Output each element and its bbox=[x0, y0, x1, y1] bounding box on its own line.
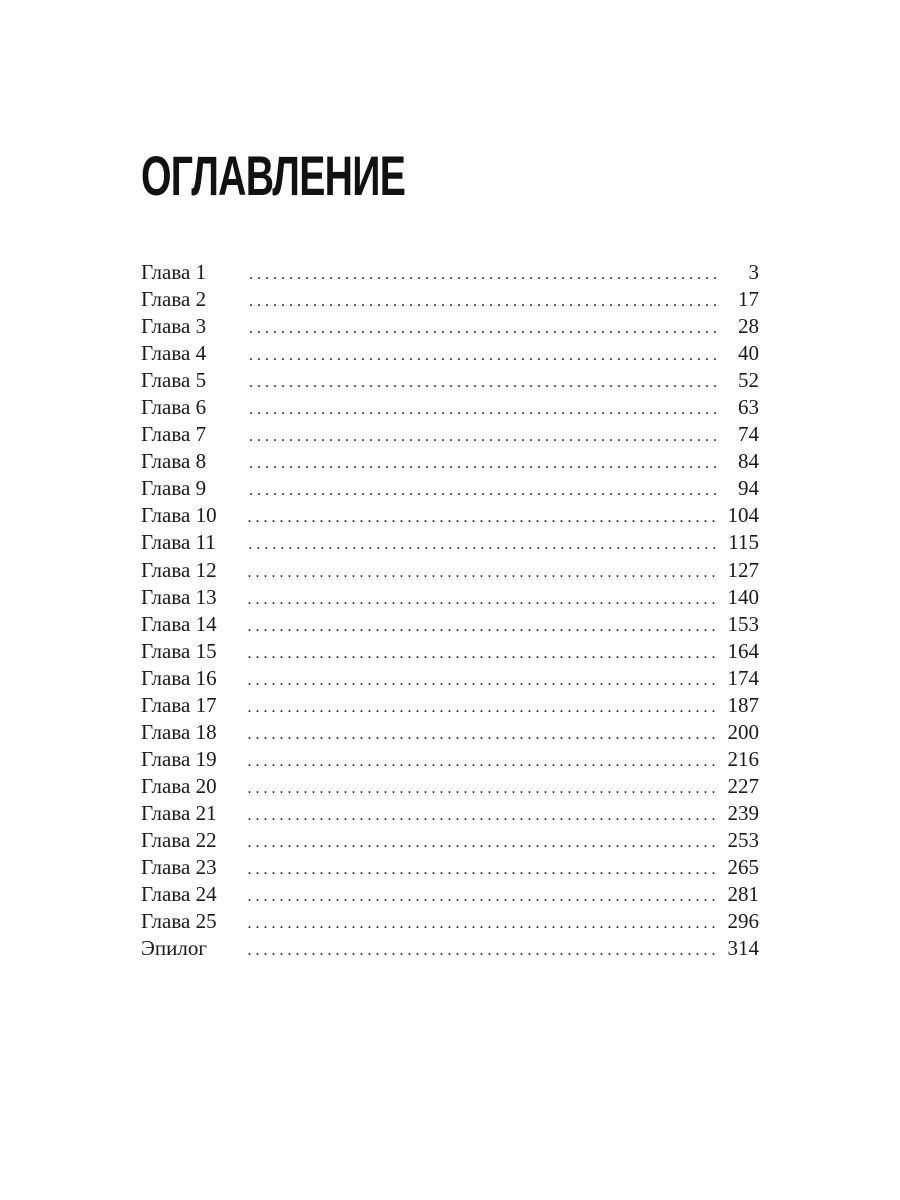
toc-entry-label: Глава 19 bbox=[141, 746, 217, 771]
toc-entry-page-number: 127 bbox=[727, 557, 759, 582]
toc-entry-page-number: 104 bbox=[727, 503, 759, 528]
dot-leader: . . . . . . . . . . . . . . . . . . . . . . . . . . . . . . . . . . . . . . . . . . . . . . . . . . . . . . . . . . . bbox=[247, 833, 716, 851]
toc-entry bbox=[141, 827, 759, 854]
toc-entry-label: Глава 17 bbox=[141, 692, 217, 717]
toc-entry-page-number: 216 bbox=[727, 746, 759, 771]
toc-entry-page-number: 200 bbox=[727, 719, 759, 744]
dot-leader: . . . . . . . . . . . . . . . . . . . . . . . . . . . . . . . . . . . . . . . . . . . . . . . . . . . . . . . . . . . bbox=[249, 266, 717, 283]
toc-entry bbox=[141, 638, 759, 665]
toc-entry-label: Глава 18 bbox=[141, 719, 217, 744]
toc-entry-label: Глава 22 bbox=[141, 827, 217, 852]
dot-leader: . . . . . . . . . . . . . . . . . . . . . . . . . . . . . . . . . . . . . . . . . . . . . . . . . . . . . . . . . . . bbox=[247, 915, 716, 933]
toc-entry bbox=[141, 746, 759, 773]
dot-leader: . . . . . . . . . . . . . . . . . . . . . . . . . . . . . . . . . . . . . . . . . . . . . . . . . . . . . . . . . . . bbox=[247, 752, 716, 770]
toc-entry bbox=[141, 719, 759, 746]
dot-leader: . . . . . . . . . . . . . . . . . . . . . . . . . . . . . . . . . . . . . . . . . . . . . . . . . . . . . . . . . . . bbox=[247, 671, 716, 689]
dot-leader: . . . . . . . . . . . . . . . . . . . . . . . . . . . . . . . . . . . . . . . . . . . . . . . . . . . . . . . . . . . bbox=[249, 401, 717, 419]
toc-entry-page-number: 239 bbox=[727, 800, 759, 825]
toc-entry-page-number: 153 bbox=[727, 611, 759, 636]
toc-entry-label: Глава 11 bbox=[141, 530, 216, 555]
toc-entry bbox=[141, 854, 759, 881]
toc-entry-label: Глава 15 bbox=[141, 638, 217, 663]
toc-entry bbox=[141, 665, 759, 692]
toc-entry-page-number: 281 bbox=[727, 882, 759, 907]
dot-leader: . . . . . . . . . . . . . . . . . . . . . . . . . . . . . . . . . . . . . . . . . . . . . . . . . . . . . . . . . . . bbox=[247, 806, 716, 824]
toc-entry-label: Глава 1 bbox=[141, 260, 207, 284]
toc-entry bbox=[141, 448, 759, 475]
toc-entry-label: Глава 20 bbox=[141, 773, 217, 798]
toc-entry-page-number: 174 bbox=[727, 665, 759, 690]
toc-entry-label: Глава 5 bbox=[141, 368, 207, 393]
toc-entry-label: Глава 8 bbox=[141, 449, 207, 474]
toc-entry bbox=[141, 286, 759, 313]
toc-entry-label: Глава 9 bbox=[141, 476, 207, 501]
toc-entry bbox=[141, 584, 759, 611]
toc-entry-label: Глава 25 bbox=[141, 909, 217, 934]
toc-entry bbox=[141, 340, 759, 367]
dot-leader: . . . . . . . . . . . . . . . . . . . . . . . . . . . . . . . . . . . . . . . . . . . . . . . . . . . . . . . . . . . bbox=[247, 644, 716, 662]
toc-entry bbox=[141, 611, 759, 638]
toc-entry-label: Глава 4 bbox=[141, 341, 207, 366]
toc-entry bbox=[141, 908, 759, 935]
toc-entry-page-number: 52 bbox=[738, 368, 759, 393]
toc-entry bbox=[141, 259, 759, 286]
toc-entry bbox=[141, 800, 759, 827]
dot-leader: . . . . . . . . . . . . . . . . . . . . . . . . . . . . . . . . . . . . . . . . . . . . . . . . . . . . . . . . . . . bbox=[247, 779, 716, 797]
dot-leader: . . . . . . . . . . . . . . . . . . . . . . . . . . . . . . . . . . . . . . . . . . . . . . . . . . . . . . . . . . . bbox=[247, 617, 716, 635]
toc-entry-page-number: 253 bbox=[727, 827, 759, 852]
dot-leader: . . . . . . . . . . . . . . . . . . . . . . . . . . . . . . . . . . . . . . . . . . . . . . . . . . . . . . . . . . . bbox=[247, 942, 716, 960]
toc-entry bbox=[141, 557, 759, 584]
toc-entry bbox=[141, 394, 759, 421]
dot-leader: . . . . . . . . . . . . . . . . . . . . . . . . . . . . . . . . . . . . . . . . . . . . . . . . . . . . . . . . . . . bbox=[249, 293, 717, 311]
toc-entry-label: Эпилог bbox=[141, 936, 207, 961]
dot-leader: . . . . . . . . . . . . . . . . . . . . . . . . . . . . . . . . . . . . . . . . . . . . . . . . . . . . . . . . . . . bbox=[249, 347, 717, 365]
toc-entry-label: Глава 23 bbox=[141, 855, 217, 880]
dot-leader: . . . . . . . . . . . . . . . . . . . . . . . . . . . . . . . . . . . . . . . . . . . . . . . . . . . . . . . . . . . bbox=[249, 374, 717, 392]
toc-entry-page-number: 84 bbox=[738, 449, 759, 474]
toc-entry bbox=[141, 313, 759, 340]
toc-entry bbox=[141, 935, 759, 962]
toc-entry-page-number: 265 bbox=[727, 855, 759, 880]
dot-leader: . . . . . . . . . . . . . . . . . . . . . . . . . . . . . . . . . . . . . . . . . . . . . . . . . . . . . . . . . . . bbox=[247, 509, 716, 527]
dot-leader: . . . . . . . . . . . . . . . . . . . . . . . . . . . . . . . . . . . . . . . . . . . . . . . . . . . . . . . . . . . bbox=[248, 536, 717, 554]
toc-entry-label: Глава 14 bbox=[141, 611, 217, 636]
toc-entry-page-number: 28 bbox=[738, 314, 759, 339]
dot-leader: . . . . . . . . . . . . . . . . . . . . . . . . . . . . . . . . . . . . . . . . . . . . . . . . . . . . . . . . . . . bbox=[247, 725, 716, 743]
toc-entry-page-number: 17 bbox=[738, 287, 759, 312]
toc-entry-page-number: 3 bbox=[748, 260, 759, 284]
toc-entry bbox=[141, 881, 759, 908]
dot-leader: . . . . . . . . . . . . . . . . . . . . . . . . . . . . . . . . . . . . . . . . . . . . . . . . . . . . . . . . . . . bbox=[247, 888, 716, 906]
toc-entry-page-number: 63 bbox=[738, 395, 759, 420]
toc-entry bbox=[141, 692, 759, 719]
toc-entry-label: Глава 3 bbox=[141, 314, 207, 339]
toc-entry-label: Глава 21 bbox=[141, 800, 217, 825]
dot-leader: . . . . . . . . . . . . . . . . . . . . . . . . . . . . . . . . . . . . . . . . . . . . . . . . . . . . . . . . . . . bbox=[249, 455, 717, 473]
dot-leader: . . . . . . . . . . . . . . . . . . . . . . . . . . . . . . . . . . . . . . . . . . . . . . . . . . . . . . . . . . . bbox=[249, 428, 717, 446]
dot-leader: . . . . . . . . . . . . . . . . . . . . . . . . . . . . . . . . . . . . . . . . . . . . . . . . . . . . . . . . . . . bbox=[247, 698, 716, 716]
table-of-contents bbox=[141, 259, 759, 962]
toc-entry-page-number: 227 bbox=[727, 773, 759, 798]
toc-entry-page-number: 74 bbox=[738, 422, 759, 447]
toc-entry-label: Глава 7 bbox=[141, 422, 207, 447]
toc-entry bbox=[141, 529, 759, 556]
toc-entry-page-number: 187 bbox=[727, 692, 759, 717]
toc-entry bbox=[141, 475, 759, 502]
toc-entry-label: Глава 16 bbox=[141, 665, 217, 690]
dot-leader: . . . . . . . . . . . . . . . . . . . . . . . . . . . . . . . . . . . . . . . . . . . . . . . . . . . . . . . . . . . bbox=[247, 861, 716, 879]
toc-entry-page-number: 140 bbox=[727, 584, 759, 609]
toc-entry-label: Глава 13 bbox=[141, 584, 217, 609]
toc-entry-page-number: 164 bbox=[727, 638, 759, 663]
toc-entry-page-number: 296 bbox=[727, 909, 759, 934]
dot-leader: . . . . . . . . . . . . . . . . . . . . . . . . . . . . . . . . . . . . . . . . . . . . . . . . . . . . . . . . . . . bbox=[249, 320, 717, 338]
toc-entry-label: Глава 12 bbox=[141, 557, 217, 582]
dot-leader: . . . . . . . . . . . . . . . . . . . . . . . . . . . . . . . . . . . . . . . . . . . . . . . . . . . . . . . . . . . bbox=[247, 590, 716, 608]
toc-entry bbox=[141, 502, 759, 529]
toc-entry-page-number: 40 bbox=[738, 341, 759, 366]
dot-leader: . . . . . . . . . . . . . . . . . . . . . . . . . . . . . . . . . . . . . . . . . . . . . . . . . . . . . . . . . . . bbox=[247, 563, 716, 581]
toc-entry-page-number: 115 bbox=[728, 530, 759, 555]
page-title: ОГЛАВЛЕНИЕ bbox=[141, 144, 406, 207]
toc-entry-label: Глава 6 bbox=[141, 395, 207, 420]
toc-entry-label: Глава 2 bbox=[141, 287, 207, 312]
dot-leader: . . . . . . . . . . . . . . . . . . . . . . . . . . . . . . . . . . . . . . . . . . . . . . . . . . . . . . . . . . . bbox=[249, 482, 717, 500]
toc-entry-label: Глава 24 bbox=[141, 882, 217, 907]
toc-entry-label: Глава 10 bbox=[141, 503, 217, 528]
toc-entry bbox=[141, 773, 759, 800]
toc-entry bbox=[141, 421, 759, 448]
toc-entry-page-number: 314 bbox=[727, 936, 759, 961]
toc-entry-page-number: 94 bbox=[738, 476, 759, 501]
toc-entry bbox=[141, 367, 759, 394]
